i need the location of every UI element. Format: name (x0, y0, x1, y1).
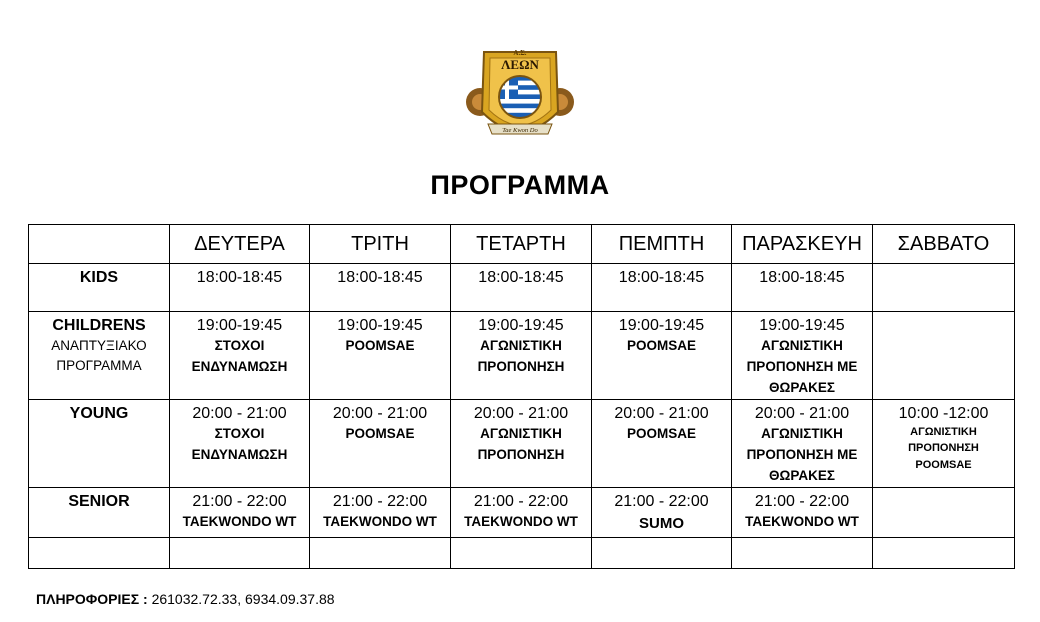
time: 18:00-18:45 (759, 269, 845, 286)
activity: ΕΝΔΥΝΑΜΩΣΗ (191, 359, 288, 375)
header-row (29, 225, 1015, 264)
activity: ΣΤΟΧΟΙ (214, 425, 265, 441)
activity: ΑΓΩΝΙΣΤΙΚΗ (761, 338, 843, 354)
cell-childrens-mon (170, 312, 310, 400)
day-thursday: ΠΕΜΠΤΗ (592, 225, 732, 264)
info-phones: 261032.72.33, 6934.09.37.88 (147, 591, 335, 607)
activity: POOMSAE (345, 338, 415, 354)
cell-kids-thu (592, 264, 732, 312)
time: 21:00 - 22:00 (754, 492, 850, 510)
cell-young-sat (873, 399, 1015, 487)
activity: SUMO (639, 514, 684, 532)
cell-senior-mon (170, 487, 310, 537)
row-senior (29, 487, 1015, 537)
activity: ΑΓΩΝΙΣΤΙΚΗ (910, 425, 977, 438)
cell-senior-thu (592, 487, 732, 537)
time: 21:00 - 22:00 (332, 492, 428, 510)
time: 21:00 - 22:00 (192, 492, 287, 510)
activity: ΘΩΡΑΚΕΣ (769, 379, 835, 395)
row-label-young: YOUNG (29, 399, 170, 487)
cell-childrens-tue (310, 312, 451, 400)
time: 20:00 - 21:00 (332, 404, 428, 422)
cell-childrens-wed (451, 312, 592, 400)
activity: ΕΝΔΥΝΑΜΩΣΗ (191, 446, 288, 462)
cell-senior-wed (451, 487, 592, 537)
empty-cell (592, 537, 732, 568)
cell-childrens-fri (732, 312, 873, 400)
time: 20:00 - 21:00 (754, 404, 850, 422)
svg-text:ΛΕΩΝ: ΛΕΩΝ (501, 57, 539, 72)
day-wednesday: ΤΕΤΑΡΤΗ (451, 225, 592, 264)
svg-text:Tae Kwon Do: Tae Kwon Do (502, 127, 538, 134)
activity: ΑΓΩΝΙΣΤΙΚΗ (480, 425, 562, 441)
activity: POOMSAE (626, 425, 696, 441)
time: 19:00-19:45 (618, 317, 705, 334)
cell-young-fri (732, 399, 873, 487)
activity: TAEKWONDO WT (464, 513, 578, 529)
day-tuesday: ΤΡΙΤΗ (310, 225, 451, 264)
time: 21:00 - 22:00 (614, 492, 709, 510)
time: 20:00 - 21:00 (614, 404, 709, 422)
cell-kids-wed (451, 264, 592, 312)
day-monday: ΔΕΥΤΕΡΑ (170, 225, 310, 264)
activity: TAEKWONDO WT (182, 513, 297, 529)
cell-childrens-thu (592, 312, 732, 400)
empty-cell (29, 537, 170, 568)
activity: TAEKWONDO WT (323, 513, 437, 529)
activity: ΠΡΟΠΟΝΗΣΗ (908, 442, 979, 455)
time: 19:00-19:45 (478, 317, 564, 334)
time: 18:00-18:45 (337, 269, 423, 286)
cell-senior-fri (732, 487, 873, 537)
day-friday: ΠΑΡΑΣΚΕΥΗ (732, 225, 873, 264)
activity: ΑΓΩΝΙΣΤΙΚΗ (761, 425, 843, 441)
row-label-childrens (29, 312, 170, 400)
empty-cell (873, 537, 1015, 568)
row-label-text: CHILDRENS (52, 317, 146, 334)
time: 19:00-19:45 (337, 317, 423, 334)
cell-kids-mon (170, 264, 310, 312)
activity: TAEKWONDO WT (745, 513, 859, 529)
row-empty (29, 537, 1015, 568)
schedule-table (28, 224, 1015, 569)
activity: POOMSAE (626, 338, 696, 354)
cell-young-mon (170, 399, 310, 487)
row-kids (29, 264, 1015, 312)
cell-young-thu (592, 399, 732, 487)
activity: ΠΡΟΠΟΝΗΣΗ (477, 359, 565, 375)
corner-cell (29, 225, 170, 264)
cell-childrens-sat (873, 312, 1015, 400)
row-label-senior: SENIOR (29, 487, 170, 537)
time: 21:00 - 22:00 (473, 492, 569, 510)
page-title: ΠΡΟΓΡΑΜΜΑ (430, 170, 610, 200)
cell-young-tue (310, 399, 451, 487)
cell-senior-sat (873, 487, 1015, 537)
cell-kids-fri (732, 264, 873, 312)
time: 10:00 -12:00 (898, 404, 989, 422)
row-sublabel: ΑΝΑΠΤΥΞΙΑΚΟ (51, 338, 147, 354)
activity: POOMSAE (345, 425, 415, 441)
cell-kids-tue (310, 264, 451, 312)
time: 18:00-18:45 (618, 269, 705, 286)
empty-cell (732, 537, 873, 568)
empty-cell (310, 537, 451, 568)
empty-cell (451, 537, 592, 568)
club-logo (466, 42, 574, 146)
row-sublabel: ΠΡΟΓΡΑΜΜΑ (56, 358, 142, 374)
activity: ΠΡΟΠΟΝΗΣΗ (477, 446, 565, 462)
cell-senior-tue (310, 487, 451, 537)
empty-cell (170, 537, 310, 568)
activity: POOMSAE (915, 458, 972, 471)
row-label-kids: KIDS (29, 264, 170, 312)
day-saturday: ΣΑΒΒΑΤΟ (873, 225, 1015, 264)
activity: ΘΩΡΑΚΕΣ (769, 467, 835, 483)
activity: ΣΤΟΧΟΙ (214, 338, 265, 354)
svg-text:Α.Σ.: Α.Σ. (513, 49, 527, 57)
activity: ΑΓΩΝΙΣΤΙΚΗ (480, 338, 562, 354)
cell-young-wed (451, 399, 592, 487)
time: 20:00 - 21:00 (473, 404, 569, 422)
time: 18:00-18:45 (196, 269, 283, 286)
activity: ΠΡΟΠΟΝΗΣΗ ΜΕ (746, 446, 858, 462)
info-label: ΠΛΗΡΟΦΟΡΙΕΣ : (36, 591, 148, 607)
time: 19:00-19:45 (759, 317, 845, 334)
row-childrens (29, 312, 1015, 400)
activity: ΠΡΟΠΟΝΗΣΗ ΜΕ (746, 359, 858, 375)
time: 18:00-18:45 (478, 269, 564, 286)
cell-kids-sat (873, 264, 1015, 312)
time: 19:00-19:45 (196, 317, 283, 334)
info-footer (36, 591, 335, 607)
row-young (29, 399, 1015, 487)
time: 20:00 - 21:00 (192, 404, 287, 422)
